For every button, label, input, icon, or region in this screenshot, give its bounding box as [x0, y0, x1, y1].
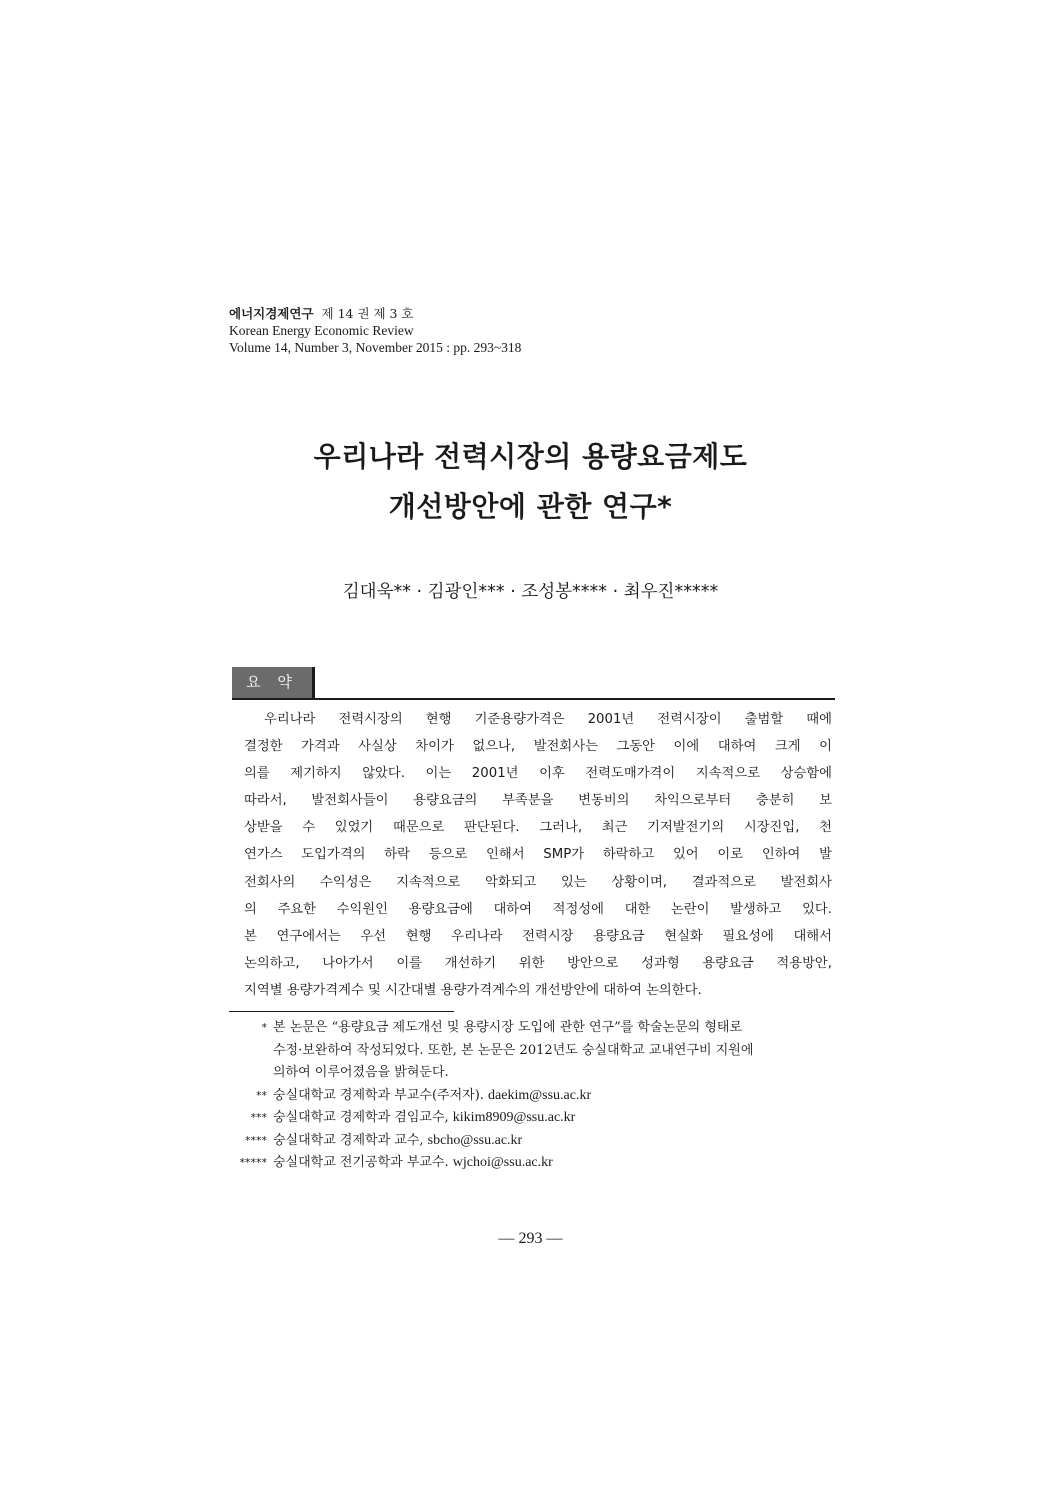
paper-title [0, 432, 1061, 532]
author-email-link[interactable]: wjchoi@ssu.ac.kr [452, 1155, 553, 1170]
abstract-line: 상받을 수 있었기 때문으로 판단된다. 그러나, 최근 기저발전기의 시장진입, 천 [244, 820, 832, 836]
footnote-funding [229, 1017, 841, 1085]
abstract-line: 전회사의 수익성은 지속적으로 악화되고 있는 상황이며, 결과적으로 발전회사 [244, 874, 832, 890]
page-number: — 293 — [498, 1230, 563, 1247]
journal-name-en: Korean Energy Economic Review [229, 323, 414, 338]
footnote-mark: *** [250, 1111, 267, 1124]
footnote-divider [229, 1011, 454, 1012]
footnote-author-2 [229, 1107, 841, 1130]
author-list: 김대욱** · 김광인*** · 조성봉**** · 최우진***** [342, 582, 719, 602]
author-email-link[interactable]: daekim@ssu.ac.kr [488, 1087, 592, 1103]
footnote-mark: ***** [239, 1156, 267, 1169]
footnote-author-4 [229, 1152, 841, 1175]
abstract-line: 결정한 가격과 사실상 차이가 없으나, 발전회사는 그동안 이에 대하여 크게 이 [244, 739, 832, 755]
abstract-label: 요 약 [232, 667, 312, 698]
footnote-text: 의하여 이루어졌음을 밝혀둔다. [273, 1065, 449, 1080]
paper-title-line-1: 우리나라 전력시장의 용량요금제도 [313, 440, 748, 473]
abstract-body [244, 706, 832, 1004]
journal-header [229, 305, 521, 356]
abstract-line: 따라서, 발전회사들이 용량요금의 부족분을 변동비의 차익으로부터 충분히 보 [244, 793, 832, 809]
paper-title-line-2: 개선방안에 관한 연구* [388, 490, 673, 523]
footnote-text: 수정·보완하여 작성되었다. 또한, 본 논문은 2012년도 숭실대학교 교내연구비 지원에 [273, 1042, 754, 1058]
author-email-link[interactable]: kikim8909@ssu.ac.kr [452, 1110, 576, 1125]
footnote-text: 본 논문은 “용량요금 제도개선 및 용량시장 도입에 관한 연구”를 학술논문의 형태로 [273, 1020, 743, 1035]
author-email-link[interactable]: sbcho@ssu.ac.kr [427, 1132, 523, 1148]
footnote-text: 숭실대학교 경제학과 부교수(주저자). [273, 1087, 489, 1103]
abstract-line: 의를 제기하지 않았다. 이는 2001년 이후 전력도매가격이 지속적으로 상승함에 [244, 766, 832, 782]
footnote-author-1 [229, 1085, 841, 1108]
abstract-header [232, 667, 835, 700]
footnote-author-3 [229, 1130, 841, 1153]
abstract-line: 우리나라 전력시장의 현행 기준용량가격은 2001년 전력시장이 출범할 때에 [264, 712, 832, 727]
footnote-text: 숭실대학교 전기공학과 부교수. [273, 1155, 453, 1170]
footnote-mark: * [261, 1021, 267, 1034]
footnote-mark: ** [256, 1088, 267, 1102]
footnotes [229, 1017, 841, 1175]
footnote-text: 숭실대학교 경제학과 교수, [273, 1132, 428, 1148]
journal-citation: Volume 14, Number 3, November 2015 : pp. 293~318 [229, 340, 522, 355]
abstract-line: 논의하고, 나아가서 이를 개선하기 위한 방안으로 성과형 용량요금 적용방안, [244, 955, 832, 971]
abstract-line: 연가스 도입가격의 하락 등으로 인해서 SMP가 하락하고 있어 이로 인하여 발 [244, 847, 832, 863]
abstract-line: 의 주요한 수익원인 용량요금에 대하여 적정성에 대한 논란이 발생하고 있다. [244, 901, 832, 917]
abstract-line: 본 연구에서는 우선 현행 우리나라 전력시장 용량요금 현실화 필요성에 대해서 [244, 928, 832, 944]
journal-name: 에너지경제연구 [229, 306, 314, 321]
journal-volume-kr: 제 14 권 제 3 호 [321, 306, 414, 321]
footnote-text: 숭실대학교 경제학과 겸임교수, [273, 1110, 453, 1125]
footnote-mark: **** [245, 1133, 267, 1147]
abstract-line: 지역별 용량가격계수 및 시간대별 용량가격계수의 개선방안에 대하여 논의한다. [244, 982, 702, 998]
journal-name-line [229, 305, 521, 322]
